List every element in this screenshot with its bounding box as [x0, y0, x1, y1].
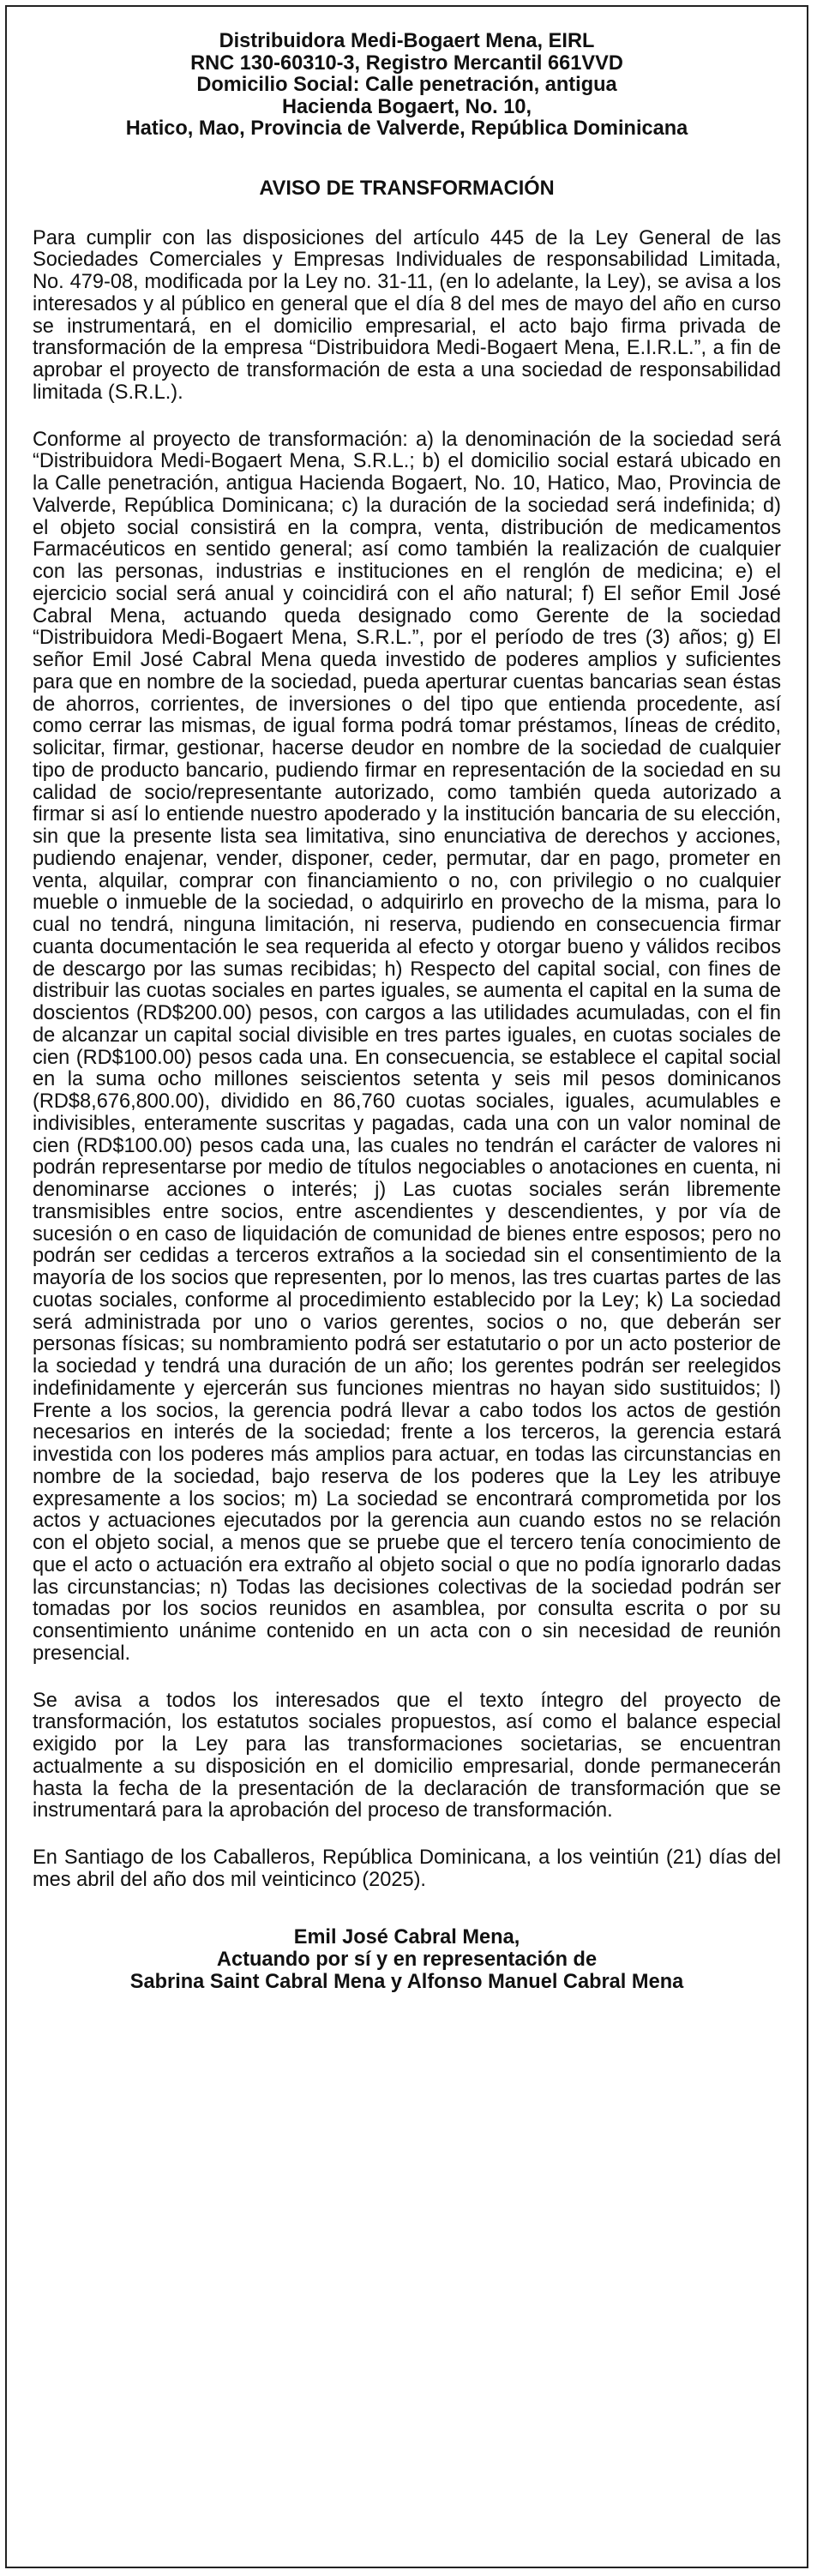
company-address-line2: Hacienda Bogaert, No. 10, [281, 95, 532, 118]
paragraph-intro: Para cumplir con las disposiciones del artículo 445 de la Ley General de las Sociedades Comerciales y Empresas Individuales de responsabilidad Limitada, No. 479-08, modificada por la Ley no. 31-11, (en lo adelante, la Ley), se avisa a los interesados y al público en general que el día 8 del mes de mayo del año en curso se instrumentará, en el domicilio empresarial, el acto bajo firma privada de transformación de la empresa “Distribuidora Medi-Bogaert Mena, E.I.R.L.”, a fin de aprobar el proyecto de transformación de esta a una sociedad de responsabilidad limitada (S.R.L.). [33, 226, 781, 404]
signer-name: Emil José Cabral Mena, [293, 1925, 520, 1949]
signature-block [33, 1926, 781, 1993]
notice-content [7, 7, 807, 1993]
paragraph-place-date: En Santiago de los Caballeros, República Dominicana, a los veintiún (21) días del mes abril del año dos mil veinticinco (2025). [33, 1846, 781, 1891]
represented-parties: Sabrina Saint Cabral Mena y Alfonso Manuel Cabral Mena [129, 1970, 684, 1993]
company-address-line1: Domicilio Social: Calle penetración, antigua [196, 74, 617, 96]
legal-notice [5, 5, 808, 2568]
company-header [33, 31, 781, 141]
company-address-line3: Hatico, Mao, Provincia de Valverde, República Dominicana [125, 117, 688, 140]
paragraph-availability: Se avisa a todos los interesados que el texto íntegro del proyecto de transformación, los estatutos sociales propuestos, así como el balance especial exigido por la Ley para las transformaciones societarias, se encuentran actualmente a su disposición en el domicilio empresarial, donde permanecerán hasta la fecha de la presentación de la declaración de transformación que se instrumentará para la aprobación del proceso de transformación. [33, 1689, 781, 1822]
company-registration: RNC 130-60310-3, Registro Mercantil 661VVD [190, 51, 623, 75]
signer-capacity: Actuando por sí y en representación de [216, 1948, 598, 1971]
notice-title: AVISO DE TRANSFORMACIÓN [259, 177, 555, 200]
paragraph-transformation-terms: Conforme al proyecto de transformación: a) la denominación de la sociedad será “Distribuidora Medi-Bogaert Mena, S.R.L.; b) el domicilio social estará ubicado en la Calle penetración, antigua Hacienda Bogaert, No. 10, Hatico, Mao, Provincia de Valverde, República Dominicana; c) la duración de la sociedad será indefinida; d) el objeto social consistirá en la compra, venta, distribución de medicamentos Farmacéuticos en sentido general; así como también la realización de cualquier con las personas, industrias e instituciones en el renglón de medicina; e) el ejercicio social será anual y coincidirá con el año natural; f) El señor Emil José Cabral Mena, actuando queda designado como Gerente de la sociedad “Distribuidora Medi-Bogaert Mena, S.R.L.”, por el período de tres (3) años; g) El señor Emil José Cabral Mena queda investido de poderes amplios y suficientes para que en nombre de la sociedad, pueda aperturar cuentas bancarias sean éstas de ahorros, corrientes, de inversiones o del tipo que entienda procedente, así como cerrar las mismas, de igual forma podrá tomar préstamos, líneas de crédito, solicitar, firmar, gestionar, hacerse deudor en nombre de la sociedad de cualquier tipo de producto bancario, pudiendo firmar en representación de la sociedad en su calidad de socio/representante autorizado, como también queda autorizado a firmar si así lo entiende nuestro apoderado y la institución bancaria de su elección, sin que la presente lista sea limitativa, sino enunciativa de derechos y acciones, pudiendo enajenar, vender, disponer, ceder, permutar, dar en pago, prometer en venta, alquilar, comprar con financiamiento o no, con privilegio o no cualquier mueble o inmueble de la sociedad, o adquirirlo en provecho de la misma, para lo cual no tendrá, ninguna limitación, ni reserva, pudiendo en consecuencia firmar cuanta documentación le sea requerida al efecto y otorgar bueno y válidos recibos de descargo por las sumas recibidas; h) Respecto del capital social, con fines de distribuir las cuotas sociales en partes iguales, se aumenta el capital en la suma de doscientos (RD$200.00) pesos, con cargos a las utilidades acumuladas, con el fin de alcanzar un capital social divisible en tres partes iguales, en cuotas sociales de cien (RD$100.00) pesos cada una. En consecuencia, se establece el capital social en la suma ocho millones seiscientos setenta y seis mil pesos dominicanos (RD$8,676,800.00), dividido en 86,760 cuotas sociales, iguales, acumulables e indivisibles, enteramente suscritas y pagadas, cada una con un valor nominal de cien (RD$100.00) pesos cada una, las cuales no tendrán el carácter de valores ni podrán representarse por medio de títulos negociables o anotaciones en cuenta, ni denominarse acciones o interés; j) Las cuotas sociales serán libremente transmisibles entre socios, entre ascendientes y descendientes, y por vía de sucesión o en caso de liquidación de comunidad de bienes entre esposos; pero no podrán ser cedidas a terceros extraños a la sociedad sin el consentimiento de la mayoría de los socios que representen, por lo menos, las tres cuartas partes de las cuotas sociales, conforme al procedimiento establecido por la Ley; k) La sociedad será administrada por uno o varios gerentes, socios o no, que deberán ser personas físicas; su nombramiento podrá ser estatutario o por un acto posterior de la sociedad y tendrá una duración de un año; los gerentes podrán ser reelegidos indefinidamente y ejercerán sus funciones mientras no hayan sido sustituidos; l) Frente a los socios, la gerencia podrá llevar a cabo todos los actos de gestión necesarios en interés de la sociedad; frente a los terceros, la gerencia estará investida con los poderes más amplios para actuar, en todas las circunstancias en nombre de la sociedad, bajo reserva de los poderes que la Ley les atribuye expresamente a los socios; m) La sociedad se encontrará comprometida por los actos y actuaciones ejecutados por la gerencia aun cuando estos no se relación con el objeto social, a menos que se pruebe que el tercero tenía conocimiento de que el acto o actuación era extraño al objeto social o que no podía ignorarlo dadas las circunstancias; n) Todas las decisiones colectivas de la sociedad podrán ser tomadas por los socios reunidos en asamblea, por consulta escrita o por su consentimiento unánime contenido en un acta con o sin necesidad de reunión presencial. [33, 428, 781, 1665]
company-name: Distribuidora Medi-Bogaert Mena, EIRL [219, 30, 595, 52]
